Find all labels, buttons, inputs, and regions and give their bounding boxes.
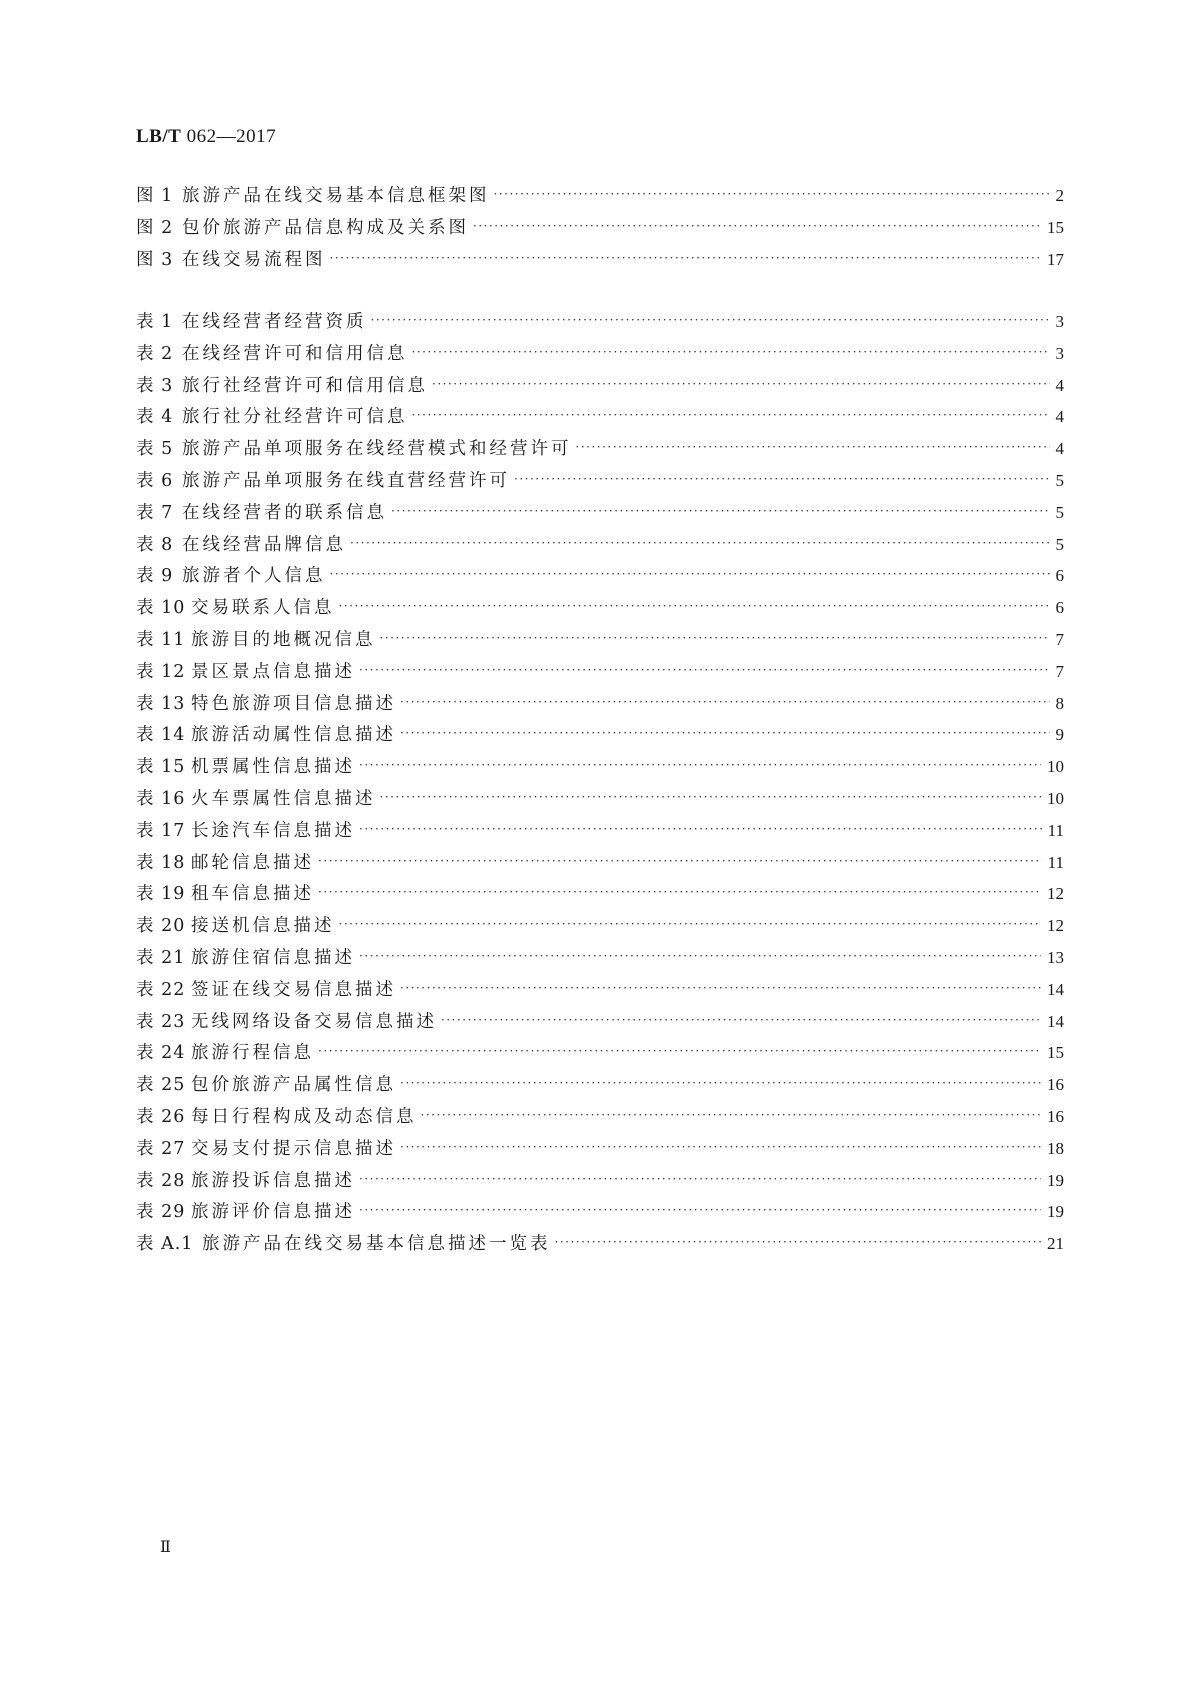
dot-leader — [359, 655, 1050, 687]
table-entry-page: 10 — [1047, 757, 1064, 777]
table-entry-number: 表 18 — [136, 852, 186, 873]
figure-list — [136, 180, 1064, 275]
table-entry[interactable] — [136, 847, 1064, 879]
figure-entry-page: 15 — [1047, 217, 1064, 237]
figure-entry-title: 包价旅游产品信息构成及关系图 — [182, 217, 469, 238]
figure-entry[interactable] — [136, 244, 1064, 276]
table-entry[interactable] — [136, 688, 1064, 720]
table-entry[interactable] — [136, 1069, 1064, 1101]
table-entry-title: 长途汽车信息描述 — [191, 820, 355, 841]
table-entry[interactable] — [136, 1133, 1064, 1165]
table-entry-number: 表 10 — [136, 598, 186, 619]
table-entry-number: 表 19 — [136, 884, 186, 905]
table-entry-page: 19 — [1047, 1202, 1064, 1222]
table-entry[interactable] — [136, 910, 1064, 942]
table-entry[interactable] — [136, 1037, 1064, 1069]
table-entry[interactable] — [136, 719, 1064, 751]
dot-leader — [400, 718, 1050, 750]
dot-leader — [576, 432, 1050, 464]
dot-leader — [371, 305, 1050, 337]
table-entry[interactable] — [136, 370, 1064, 402]
table-entry[interactable] — [136, 497, 1064, 529]
table-entry-page: 10 — [1047, 788, 1064, 808]
table-entry-title: 旅游活动属性信息描述 — [191, 725, 396, 746]
table-entry[interactable] — [136, 815, 1064, 847]
dot-leader — [494, 179, 1050, 211]
figure-entry-title: 在线交易流程图 — [182, 249, 326, 270]
table-entry-page: 11 — [1047, 852, 1064, 872]
table-entry-title: 旅游目的地概况信息 — [191, 629, 376, 650]
table-entry-title: 旅行社分社经营许可信息 — [182, 407, 408, 428]
table-entry-number: 表 1 — [136, 312, 174, 332]
dot-leader — [380, 782, 1042, 814]
table-entry-title: 在线经营品牌信息 — [182, 534, 346, 555]
dot-leader — [421, 1100, 1042, 1132]
dot-leader — [514, 464, 1050, 496]
dot-leader — [359, 814, 1042, 846]
table-entry-number: 表 16 — [136, 788, 186, 809]
table-entry-number: 表 5 — [136, 439, 174, 460]
dot-leader — [473, 211, 1041, 243]
table-entry-title: 旅游产品单项服务在线直营经营许可 — [182, 470, 510, 491]
table-entry[interactable] — [136, 401, 1064, 433]
dot-leader — [412, 337, 1050, 369]
table-entry-page: 3 — [1055, 312, 1064, 331]
table-entry-title: 无线网络设备交易信息描述 — [191, 1011, 437, 1032]
table-entry-number: 表 12 — [136, 661, 186, 682]
figure-entry-number: 图 1 — [136, 186, 174, 206]
table-entry[interactable] — [136, 433, 1064, 465]
dot-leader — [318, 1036, 1041, 1068]
table-entry[interactable] — [136, 751, 1064, 783]
standard-code — [136, 126, 276, 148]
dot-leader — [400, 1068, 1041, 1100]
dot-leader — [380, 623, 1050, 655]
table-entry-number: 表 8 — [136, 534, 174, 555]
dot-leader — [391, 496, 1050, 528]
table-entry-title: 旅行社经营许可和信用信息 — [182, 375, 428, 396]
table-entry[interactable] — [136, 1196, 1064, 1228]
standard-code-prefix: LB/T — [136, 126, 182, 147]
table-entry-page: 16 — [1047, 1106, 1064, 1126]
table-entry-title: 特色旅游项目信息描述 — [191, 693, 396, 714]
table-entry-title: 旅游住宿信息描述 — [191, 947, 355, 968]
table-entry-page: 4 — [1055, 407, 1064, 427]
table-entry-number: 表 11 — [136, 629, 186, 650]
dot-leader — [359, 1164, 1041, 1196]
table-entry-title: 旅游评价信息描述 — [191, 1202, 355, 1223]
table-entry-number: 表 25 — [136, 1075, 186, 1096]
dot-leader — [400, 1132, 1041, 1164]
figure-entry-title: 旅游产品在线交易基本信息框架图 — [182, 186, 490, 206]
table-entry-number: 表 29 — [136, 1202, 186, 1223]
table-entry[interactable] — [136, 624, 1064, 656]
table-entry-number: 表 21 — [136, 947, 186, 968]
dot-leader — [555, 1227, 1042, 1259]
table-entry-page: 3 — [1055, 343, 1064, 363]
dot-leader — [441, 1005, 1041, 1037]
standard-code-number: 062—2017 — [186, 126, 277, 147]
table-entry[interactable] — [136, 1006, 1064, 1038]
table-entry-title: 包价旅游产品属性信息 — [191, 1075, 396, 1096]
table-list — [136, 306, 1064, 1260]
figure-entry[interactable] — [136, 180, 1064, 212]
table-entry-title: 机票属性信息描述 — [191, 757, 355, 778]
table-entry-title: 旅游行程信息 — [191, 1043, 314, 1064]
figure-entry-page: 17 — [1047, 249, 1064, 269]
table-entry-number: 表 27 — [136, 1138, 186, 1159]
table-entry-page: 14 — [1047, 979, 1064, 999]
dot-leader — [330, 243, 1042, 275]
table-entry-title: 在线经营者经营资质 — [182, 312, 367, 332]
table-entry-title: 旅游者个人信息 — [182, 566, 326, 587]
table-entry-title: 签证在线交易信息描述 — [191, 979, 396, 1000]
table-entry-title: 在线经营者的联系信息 — [182, 502, 387, 523]
table-entry-title: 旅游产品在线交易基本信息描述一览表 — [202, 1234, 551, 1255]
table-entry-number: 表 24 — [136, 1043, 186, 1064]
table-entry-page: 21 — [1047, 1234, 1064, 1254]
figure-entry-number: 图 3 — [136, 249, 174, 270]
dot-leader — [339, 909, 1042, 941]
table-entry-number: 表 3 — [136, 375, 174, 396]
table-entry-number: 表 4 — [136, 407, 174, 428]
table-entry[interactable] — [136, 465, 1064, 497]
dot-leader — [350, 528, 1050, 560]
figure-entry-page: 2 — [1055, 186, 1064, 205]
dot-leader — [400, 687, 1050, 719]
table-entry-page: 5 — [1055, 502, 1064, 522]
table-entry-number: 表 A.1 — [136, 1234, 194, 1255]
table-entry[interactable] — [136, 656, 1064, 688]
table-entry-page: 5 — [1055, 534, 1064, 554]
table-entry-page: 13 — [1047, 947, 1064, 967]
table-entry-page: 19 — [1047, 1170, 1064, 1190]
table-entry-title: 旅游投诉信息描述 — [191, 1170, 355, 1191]
table-entry-title: 交易联系人信息 — [191, 598, 335, 619]
table-entry-title: 火车票属性信息描述 — [191, 788, 376, 809]
table-entry-number: 表 20 — [136, 916, 186, 937]
table-entry-page: 4 — [1055, 439, 1064, 459]
table-entry-page: 18 — [1047, 1138, 1064, 1158]
table-entry-page: 6 — [1055, 598, 1064, 618]
dot-leader — [318, 846, 1042, 878]
dot-leader — [359, 941, 1041, 973]
table-entry-number: 表 2 — [136, 343, 174, 364]
dot-leader — [400, 973, 1041, 1005]
table-entry-title: 接送机信息描述 — [191, 916, 335, 937]
table-entry-title: 旅游产品单项服务在线经营模式和经营许可 — [182, 439, 572, 460]
table-entry-number: 表 9 — [136, 566, 174, 587]
table-entry-page: 5 — [1055, 470, 1064, 490]
table-entry-number: 表 7 — [136, 502, 174, 523]
table-entry[interactable] — [136, 1101, 1064, 1133]
dot-leader — [339, 591, 1050, 623]
table-entry-title: 在线经营许可和信用信息 — [182, 343, 408, 364]
table-entry-number: 表 28 — [136, 1170, 186, 1191]
dot-leader — [359, 750, 1041, 782]
table-entry-page: 8 — [1055, 693, 1064, 713]
table-entry-page: 6 — [1055, 566, 1064, 586]
dot-leader — [330, 559, 1050, 591]
table-entry-title: 租车信息描述 — [191, 884, 314, 905]
table-entry[interactable] — [136, 878, 1064, 910]
table-entry-page: 11 — [1047, 820, 1064, 840]
table-entry[interactable] — [136, 306, 1064, 338]
table-entry-page: 12 — [1047, 884, 1064, 904]
table-entry-number: 表 17 — [136, 820, 186, 841]
dot-leader — [412, 400, 1050, 432]
dot-leader — [318, 877, 1041, 909]
table-entry[interactable] — [136, 1228, 1064, 1260]
table-entry-page: 16 — [1047, 1075, 1064, 1095]
table-entry-title: 交易支付提示信息描述 — [191, 1138, 396, 1159]
table-entry-number: 表 15 — [136, 757, 186, 778]
table-entry[interactable] — [136, 560, 1064, 592]
table-entry[interactable] — [136, 592, 1064, 624]
table-entry-page: 14 — [1047, 1011, 1064, 1031]
table-entry[interactable] — [136, 338, 1064, 370]
dot-leader — [432, 369, 1050, 401]
table-entry-title: 每日行程构成及动态信息 — [191, 1106, 417, 1127]
table-entry-page: 15 — [1047, 1043, 1064, 1063]
figure-entry-number: 图 2 — [136, 217, 174, 238]
table-entry[interactable] — [136, 529, 1064, 561]
table-entry-number: 表 26 — [136, 1106, 186, 1127]
table-entry-number: 表 14 — [136, 725, 186, 746]
dot-leader — [359, 1195, 1041, 1227]
table-entry[interactable] — [136, 974, 1064, 1006]
table-entry-page: 12 — [1047, 916, 1064, 936]
table-entry-number: 表 22 — [136, 979, 186, 1000]
table-entry[interactable] — [136, 942, 1064, 974]
table-entry-number: 表 13 — [136, 693, 186, 714]
table-entry[interactable] — [136, 783, 1064, 815]
page-number: Ⅱ — [160, 1539, 171, 1556]
table-entry-number: 表 23 — [136, 1011, 186, 1032]
table-entry-page: 7 — [1055, 661, 1064, 681]
table-entry[interactable] — [136, 1165, 1064, 1197]
table-entry-title: 景区景点信息描述 — [191, 661, 355, 682]
table-entry-page: 7 — [1055, 629, 1064, 649]
table-entry-number: 表 6 — [136, 470, 174, 491]
figure-entry[interactable] — [136, 212, 1064, 244]
table-entry-page: 9 — [1055, 725, 1064, 745]
table-entry-title: 邮轮信息描述 — [191, 852, 314, 873]
table-entry-page: 4 — [1055, 375, 1064, 395]
